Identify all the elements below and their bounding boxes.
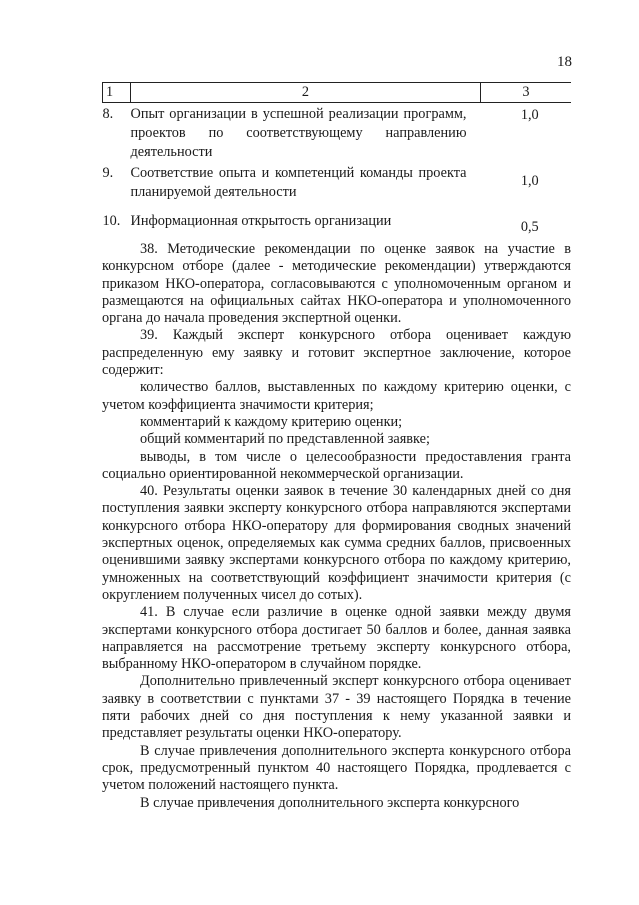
criterion-number: 8. <box>102 106 114 122</box>
table-header-cell: 2 <box>131 83 481 103</box>
table-row <box>103 210 572 237</box>
paragraph-38: 38. Методические рекомендации по оценке заявок на участие в конкурсном отборе (далее - методические рекомендации) утверждаются приказом НКО-оператора, согласовываются с уполномоченным органом и размещаются на официальных сайтах НКО-оператора и уполномоченного органа до начала проведения экспертной оценки. <box>102 241 571 327</box>
table-header-cell: 1 <box>103 83 131 103</box>
criterion-name <box>131 162 481 210</box>
paragraph-item: выводы, в том числе о целесообразности предоставления гранта социально ориентированной некоммерческой организации. <box>102 448 571 482</box>
paragraph-41: 41. В случае если различие в оценке одной заявки между двумя экспертами конкурсного отбора достигает 50 баллов и более, данная заявка направляется на рассмотрение третьему эксперту конкурсного отбора, выбранному НКО-оператором в случайном порядке. <box>102 604 571 673</box>
paragraph-item: количество баллов, выставленных по каждому критерию оценки, с учетом коэффициента значимости критерия; <box>102 379 571 413</box>
paragraph: В случае привлечения дополнительного эксперта конкурсного <box>140 794 520 811</box>
criterion-number: 10. <box>102 213 121 229</box>
criterion-name <box>131 210 481 237</box>
criterion-coefficient: 1,0 <box>520 173 539 189</box>
table-header-cell: 3 <box>481 83 572 103</box>
criterion-text: Информационная открытость организации <box>130 213 392 229</box>
table-row <box>103 162 572 210</box>
paragraph-item: комментарий к каждому критерию оценки; <box>140 413 403 430</box>
page-number: 18 <box>557 54 572 70</box>
paragraph-40: 40. Результаты оценки заявок в течение 30 календарных дней со дня поступления заявки эксперту конкурсного отбора направляются экспертами конкурсного отбора НКО-оператору для формирования сводных значений экспертных оценок, определяемых как сумма средних баллов, присвоенных оценившими заявку экспертами конкурсного отбора по каждому критерию, умноженных на соответствующий коэффициент значимости критерия (с округлением полученных чисел до сотых). <box>102 483 571 603</box>
criterion-coefficient: 1,0 <box>520 107 539 123</box>
paragraph-39: 39. Каждый эксперт конкурсного отбора оценивает каждую распределенную ему заявку и готовит экспертное заключение, которое содержит: <box>102 327 571 379</box>
criterion-number: 9. <box>102 165 114 181</box>
table-header-row <box>103 83 572 103</box>
criterion-name <box>131 103 481 163</box>
criterion-text: Соответствие опыта и компетенций команды проекта планируемой деятельности <box>130 165 467 200</box>
table-row <box>103 103 572 163</box>
criterion-text: Опыт организации в успешной реализации программ, проектов по соответствующему направлению деятельности <box>130 106 467 160</box>
paragraph: Дополнительно привлеченный эксперт конкурсного отбора оценивает заявку в соответствии с пунктами 37 - 39 настоящего Порядка в течение пяти рабочих дней со дня поступления к нему указанной заявки и представляет результаты оценки НКО-оператору. <box>102 673 571 742</box>
paragraph: В случае привлечения дополнительного эксперта конкурсного отбора срок, предусмотренный пунктом 40 настоящего Порядка, продлевается с учетом положений настоящего пункта. <box>102 742 571 794</box>
criterion-coefficient: 0,5 <box>520 219 539 235</box>
paragraph-item: общий комментарий по представленной заявке; <box>140 431 430 448</box>
criteria-table <box>102 82 571 237</box>
document-body <box>102 241 571 812</box>
